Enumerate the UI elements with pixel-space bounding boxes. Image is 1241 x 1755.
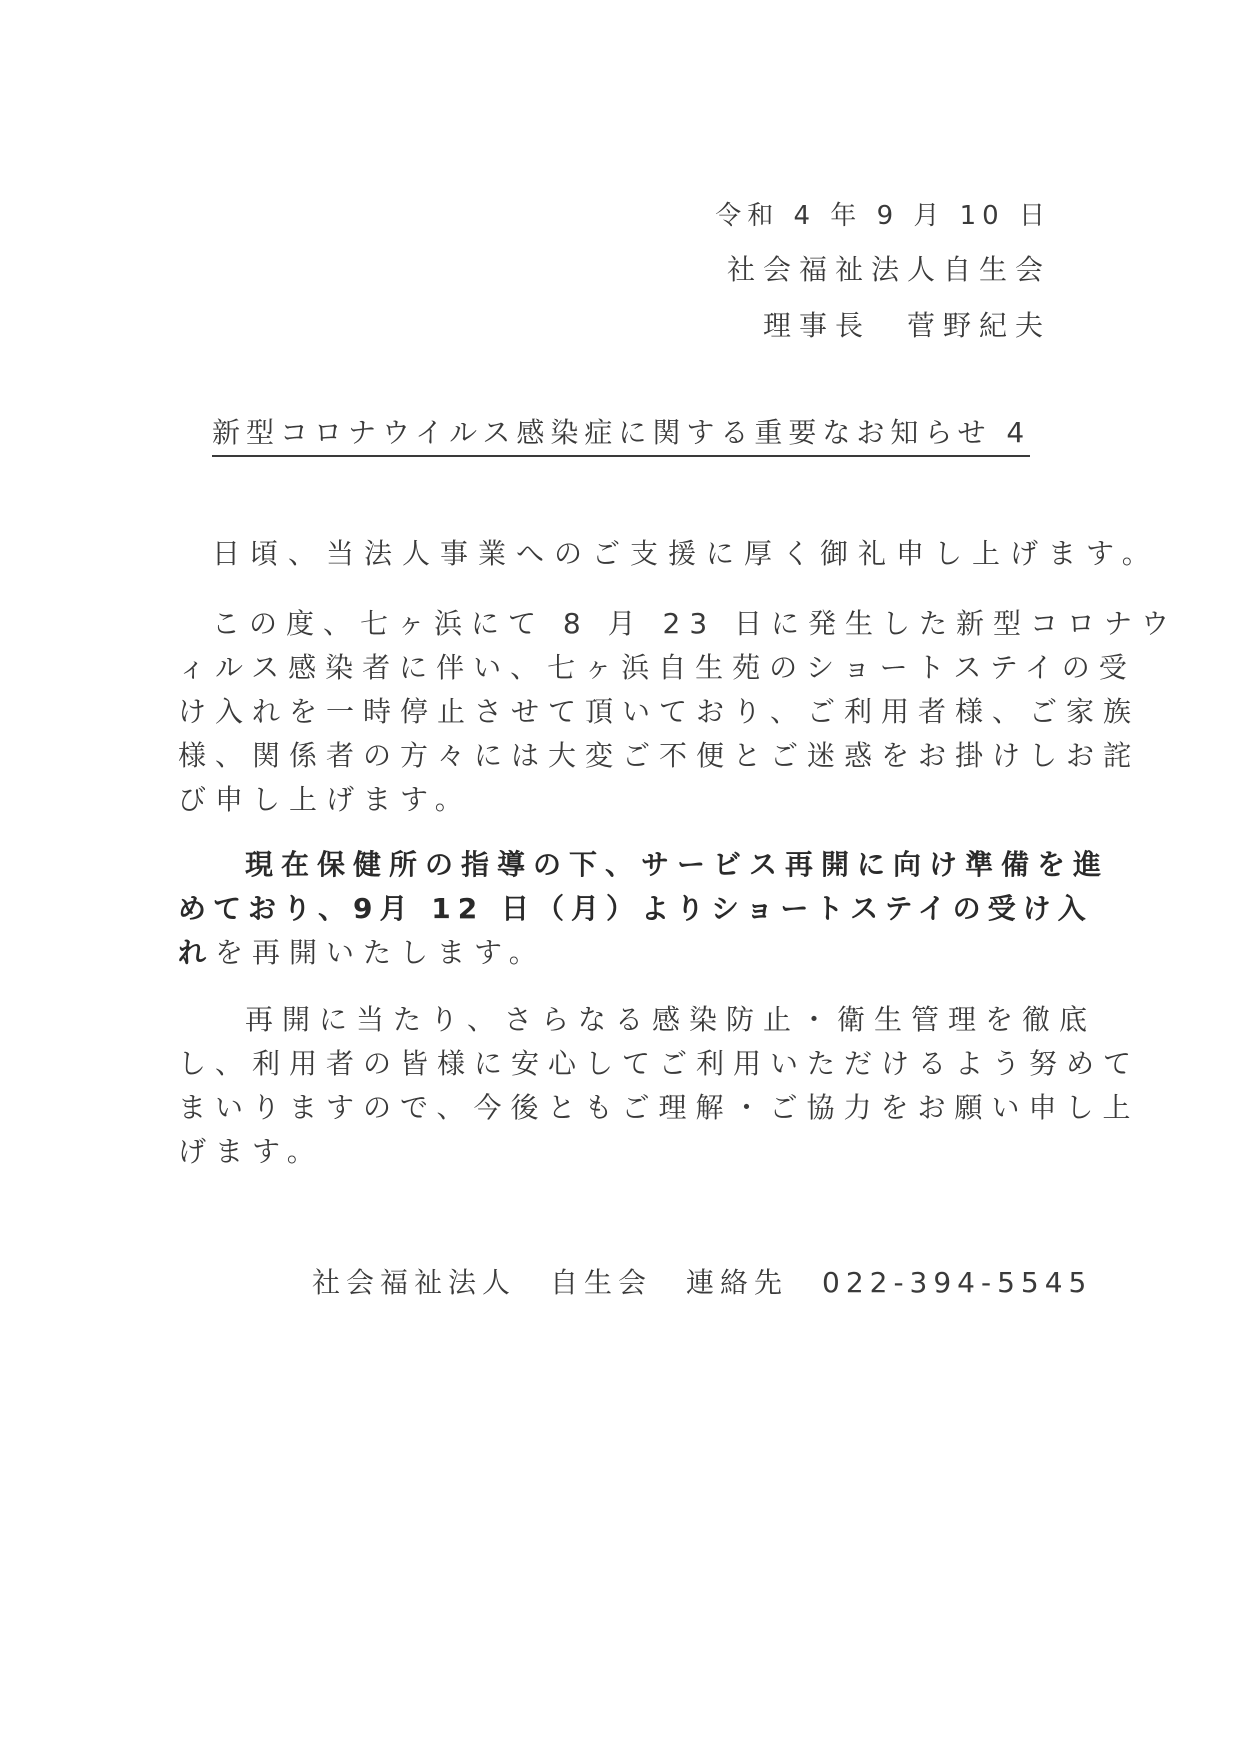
body-paragraph-2-line: この度、七ヶ浜にて 8 月 23 日に発生した新型コロナウ (212, 607, 1179, 640)
contact-info: 社会福祉法人 自生会 連絡先 022-394-5545 (312, 1266, 1093, 1299)
bold-fragment: れ (178, 936, 216, 969)
body-paragraph-4-line: まいりますので、今後ともご理解・ご協力をお願い申し上 (178, 1091, 1140, 1124)
body-paragraph-4-line: し、利用者の皆様に安心してご利用いただけるよう努めて (178, 1047, 1141, 1080)
body-paragraph-2-line: け入れを一時停止させて頂いており、ご利用者様、ご家族 (178, 695, 1141, 728)
organization-name: 社会福祉法人自生会 (726, 253, 1051, 286)
document-date: 令和 4 年 9 月 10 日 (715, 201, 1051, 231)
body-paragraph-3-line (178, 933, 546, 973)
body-paragraph-1: 日頃、当法人事業へのご支援に厚く御礼申し上げます。 (212, 537, 1160, 570)
body-paragraph-4-line: げます。 (178, 1135, 324, 1168)
regular-fragment: を再開いたします。 (215, 936, 546, 969)
body-paragraph-3-line: 現在保健所の指導の下、サービス再開に向け準備を進 (245, 848, 1110, 881)
notice-title: 新型コロナウイルス感染症に関する重要なお知らせ 4 (212, 413, 1030, 457)
body-paragraph-2-line: び申し上げます。 (178, 783, 472, 816)
body-paragraph-4-line: 再開に当たり、さらなる感染防止・衛生管理を徹底 (245, 1003, 1097, 1036)
body-paragraph-2-line: ィルス感染者に伴い、七ヶ浜自生苑のショートステイの受 (178, 651, 1136, 684)
body-paragraph-3-line: めており、9月 12 日（月）よりショートステイの受け入 (178, 892, 1093, 925)
chairman-name: 理事長 菅野紀夫 (762, 309, 1051, 342)
body-paragraph-2-line: 様、関係者の方々には大変ご不便とご迷惑をお掛けしお詫 (178, 739, 1141, 772)
